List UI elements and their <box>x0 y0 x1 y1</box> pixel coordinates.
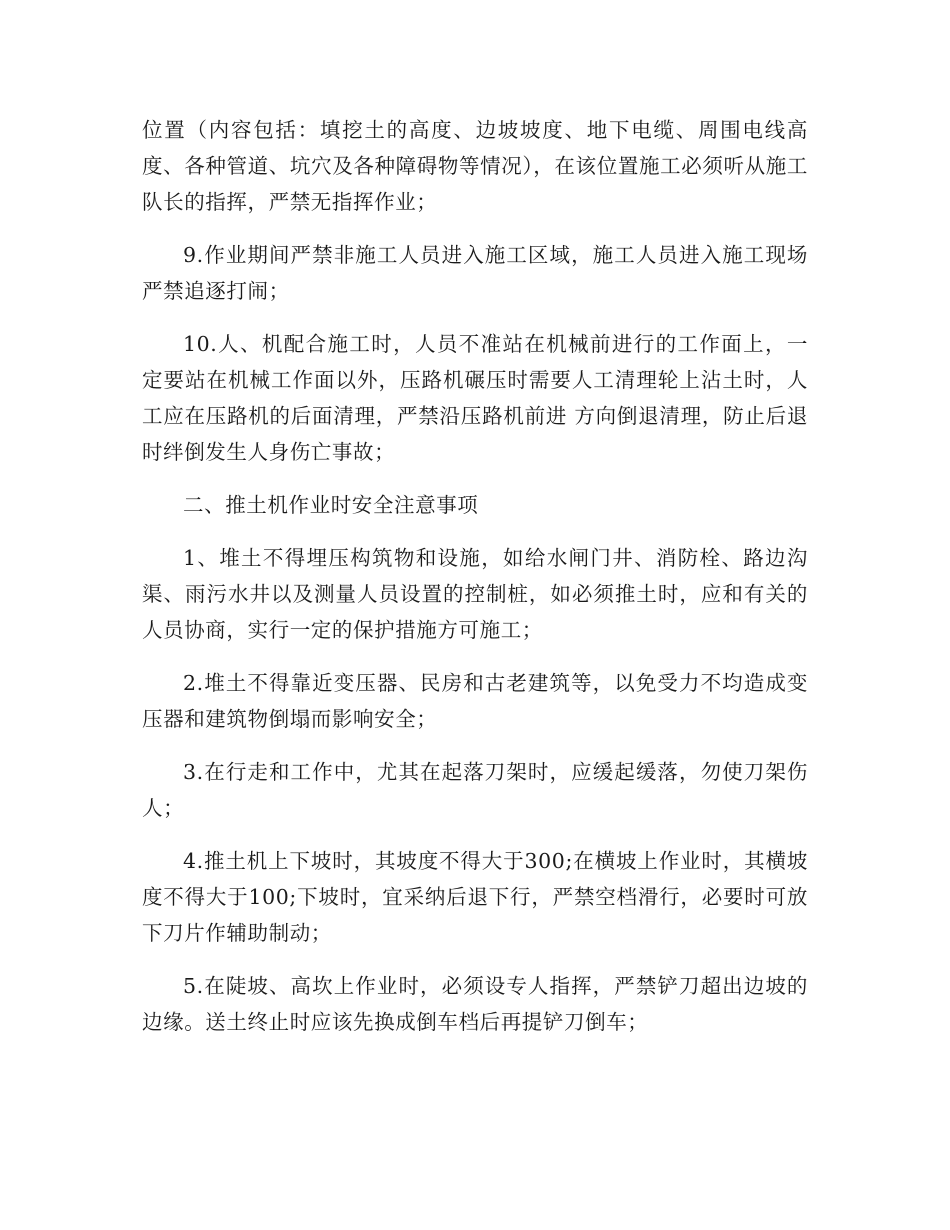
paragraph-item-9: 9.作业期间严禁非施工人员进入施工区域，施工人员进入施工现场严禁追逐打闹； <box>142 243 808 303</box>
document-body <box>142 112 808 1057</box>
paragraph-bulldozer-item-5: 5.在陡坡、高坎上作业时，必须设专人指挥，严禁铲刀超出边坡的边缘。送土终止时应该先换成倒车档后再提铲刀倒车； <box>142 974 808 1034</box>
section-heading-bulldozer: 二、推土机作业时安全注意事项 <box>183 493 479 517</box>
paragraph-bulldozer-item-4: 4.推土机上下坡时，其坡度不得大于300;在横坡上作业时，其横坡度不得大于100;下坡时，宜采纳后退下行，严禁空档滑行，必要时可放下刀片作辅助制动； <box>142 849 808 945</box>
paragraph-bulldozer-item-3: 3.在行走和工作中，尤其在起落刀架时，应缓起缓落，勿使刀架伤人； <box>142 760 808 820</box>
paragraph-bulldozer-item-2: 2.堆土不得靠近变压器、民房和古老建筑等，以免受力不均造成变压器和建筑物倒塌而影响安全； <box>142 671 808 731</box>
paragraph-continuation: 位置（内容包括：填挖土的高度、边坡坡度、地下电缆、周围电线高度、各种管道、坑穴及各种障碍物等情况），在该位置施工必须听从施工队长的指挥，严禁无指挥作业； <box>142 118 808 214</box>
paragraph-item-10: 10.人、机配合施工时，人员不准站在机械前进行的工作面上，一定要站在机械工作面以外，压路机碾压时需要人工清理轮上沾土时，人工应在压路机的后面清理，严禁沿压路机前进 方向倒退清理，防止后退时绊倒发生人身伤亡事故； <box>142 332 808 464</box>
paragraph-bulldozer-item-1: 1、堆土不得埋压构筑物和设施，如给水闸门井、消防栓、路边沟渠、雨污水井以及测量人员设置的控制桩，如必须推土时，应和有关的人员协商，实行一定的保护措施方可施工； <box>142 546 808 642</box>
